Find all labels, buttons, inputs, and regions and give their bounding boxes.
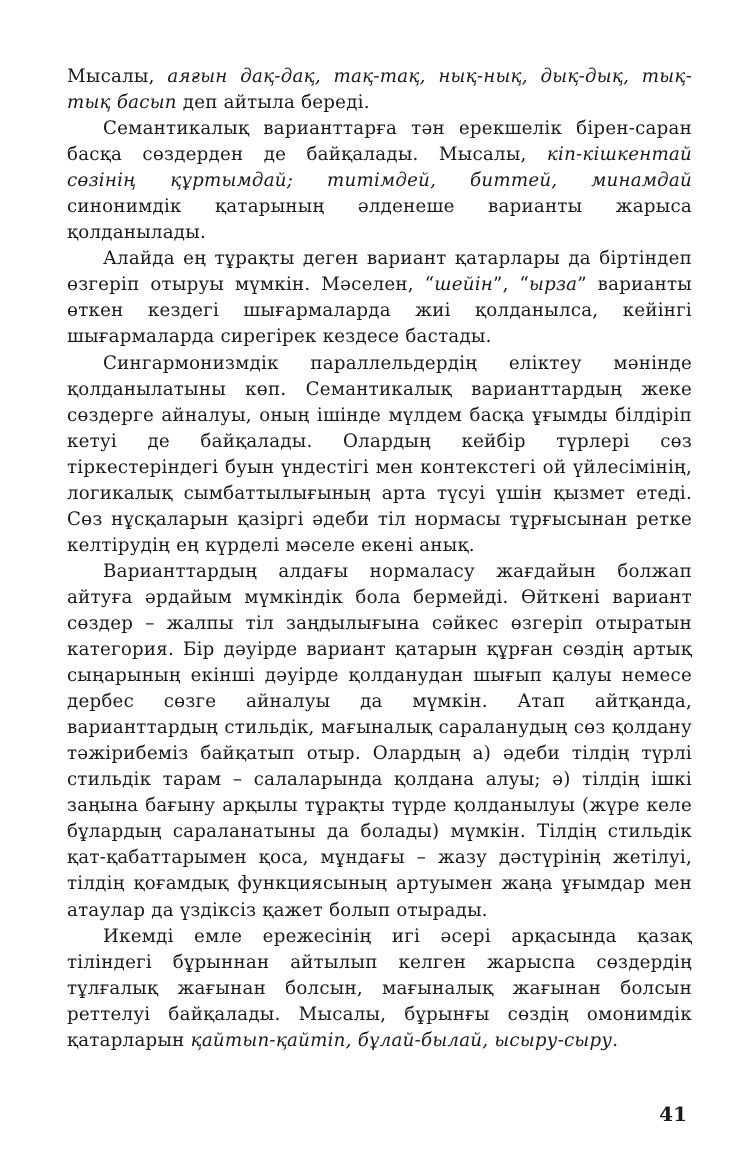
paragraph-2 (67, 116, 692, 246)
text-run: Варианттардың алдағы нормаласу жағдайын болжап айтуға әрдайым мүмкіндік бола бермейді. Өйткені вариант сөздер – жалпы тіл заңдылығына сәйкес өзгеріп отыратын категория. Бір дәуірде вариант қатарын құрған сөздің артық сыңарының екінші дәуірде қолданудан шығып қалуы немесе дербес сөзге айналуы да мүмкін. Атап айтқанда, варианттардың стильдік, мағыналық сараланудың сөз қолдану тәжірибеміз байқатып отыр. Олардың а) әдеби тілдің түрлі стильдік тарам – салаларында қолдана алуы; ә) тілдің ішкі заңына бағыну арқылы тұрақты түрде қолданылуы (жүре келе бұлардың сараланатыны да болады) мүмкін. Тілдің стильдік қат-қабаттарымен қоса, мұндағы – жазу дәстүрінің жетілуі, тілдің қоғамдық функциясының артуымен жаңа ұғымдар мен атаулар да үздіксіз қажет болып отырады. (67, 560, 692, 921)
text-run: деп айтыла береді. (176, 92, 370, 114)
italic-example: шейін (434, 274, 494, 296)
italic-example: қайтып-қайтіп, бұлай-былай, ысыру-сыру (190, 1029, 613, 1051)
text-run: . (612, 1029, 619, 1051)
text-run: Икемді емле ережесінің игі әсері арқасында қазақ тіліндегі бұрыннан айтылып келген жарыспа сөздердің тұлғалық жағынан болсын, мағыналық жағынан болсын реттелуі байқалады. Мысалы, бұрынғы сөздің омонимдік қатарларын (67, 925, 692, 1051)
text-run: ”, “ (493, 274, 530, 296)
text-run: Алайда ең тұрақты деген вариант қатарлары да біртіндеп өзгеріп отыруы мүмкін. Мәселен, “ (67, 248, 692, 296)
paragraph-3 (67, 246, 692, 350)
text-run: Сингармонизмдік параллельдердің еліктеу мәнінде қолданылатыны көп. Семантикалық варианттардың жеке сөздерге айналуы, оның ішінде мүлдем басқа ұғымды білдіріп кетуі де байқалады. Олардың кейбір түрлері сөз тіркестеріндегі буын үндестігі мен контекстегі ой үйлесімінің, логикалық сымбаттылығының арта түсуі үшін қызмет етеді. Сөз нұсқаларын қазіргі әдеби тіл нормасы тұрғысынан ретке келтірудің ең күрделі мәселе екені анық. (67, 352, 692, 556)
text-run: ” варианты өткен кездегі шығармаларда жиі қолданылса, кейінгі шығармаларда сирегірек кездесе бастады. (67, 274, 692, 348)
italic-example: ырза (529, 274, 578, 296)
italic-example: аяғын дақ-дақ, тақ-тақ, нық-нық, дық-дық, тық-тық басып (67, 66, 692, 114)
body-text (67, 64, 692, 1054)
paragraph-4 (67, 351, 692, 559)
text-run: синонимдік қатарының әлденеше варианты жарыса қолданылады. (67, 196, 692, 244)
page-number: 41 (659, 1102, 687, 1126)
paragraph-1 (67, 64, 692, 116)
paragraph-5 (67, 559, 692, 924)
italic-example: кіп-кішкентай сөзінің құртымдай; титімдей, биттей, минамдай (67, 144, 692, 192)
paragraph-6 (67, 924, 692, 1054)
text-run: Семантикалық варианттарға тән ерекшелік бірен-саран басқа сөздерден де байқалады. Мысалы, (67, 118, 692, 166)
text-run: Мысалы, (67, 66, 168, 87)
